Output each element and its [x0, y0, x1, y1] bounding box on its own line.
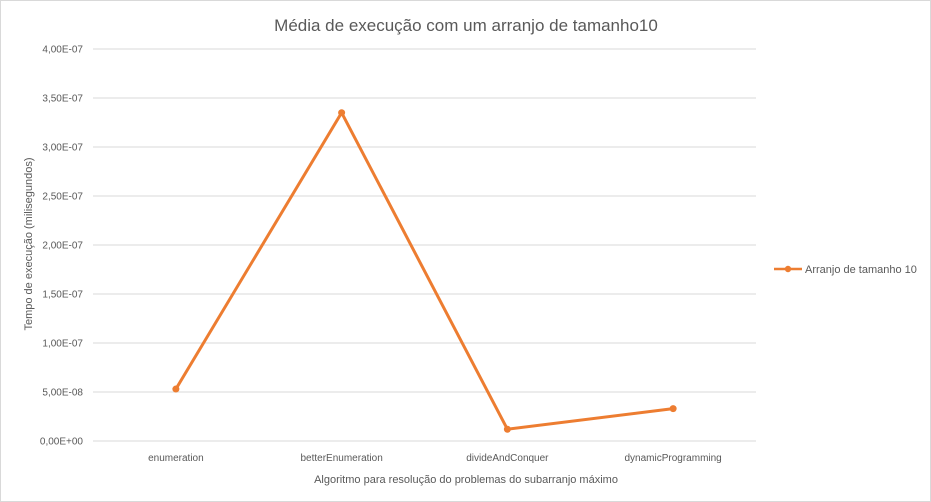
y-tick-label: 2,50E-07 — [42, 191, 83, 203]
y-tick-label: 2,00E-07 — [42, 240, 83, 252]
gridlines — [93, 49, 756, 441]
data-series — [172, 109, 676, 433]
chart-title: Média de execução com um arranjo de tamanho10 — [274, 16, 658, 35]
legend — [774, 264, 917, 276]
x-tick-label: enumeration — [148, 453, 204, 464]
line-chart — [1, 1, 930, 501]
y-axis-ticks — [40, 45, 84, 448]
y-tick-label: 3,50E-07 — [42, 93, 83, 105]
x-axis-title: Algoritmo para resolução do problemas do subarranjo máximo — [314, 474, 618, 486]
y-tick-label: 3,00E-07 — [42, 142, 83, 154]
x-axis-ticks — [148, 453, 722, 464]
legend-marker — [785, 266, 791, 272]
data-point — [504, 426, 511, 433]
x-tick-label: divideAndConquer — [466, 453, 549, 464]
data-point — [670, 405, 677, 412]
x-tick-label: betterEnumeration — [300, 453, 383, 464]
data-point — [172, 386, 179, 393]
y-tick-label: 1,50E-07 — [42, 289, 83, 301]
series-line — [176, 113, 673, 430]
y-tick-label: 0,00E+00 — [39, 436, 83, 448]
legend-label: Arranjo de tamanho 10 — [805, 264, 917, 276]
x-tick-label: dynamicProgramming — [624, 453, 722, 464]
data-point — [338, 109, 345, 116]
y-tick-label: 1,00E-07 — [42, 338, 83, 350]
y-tick-label: 5,00E-08 — [42, 387, 83, 399]
y-tick-label: 4,00E-07 — [42, 44, 83, 56]
y-axis-title: Tempo de execução (milisegundos) — [23, 157, 35, 331]
